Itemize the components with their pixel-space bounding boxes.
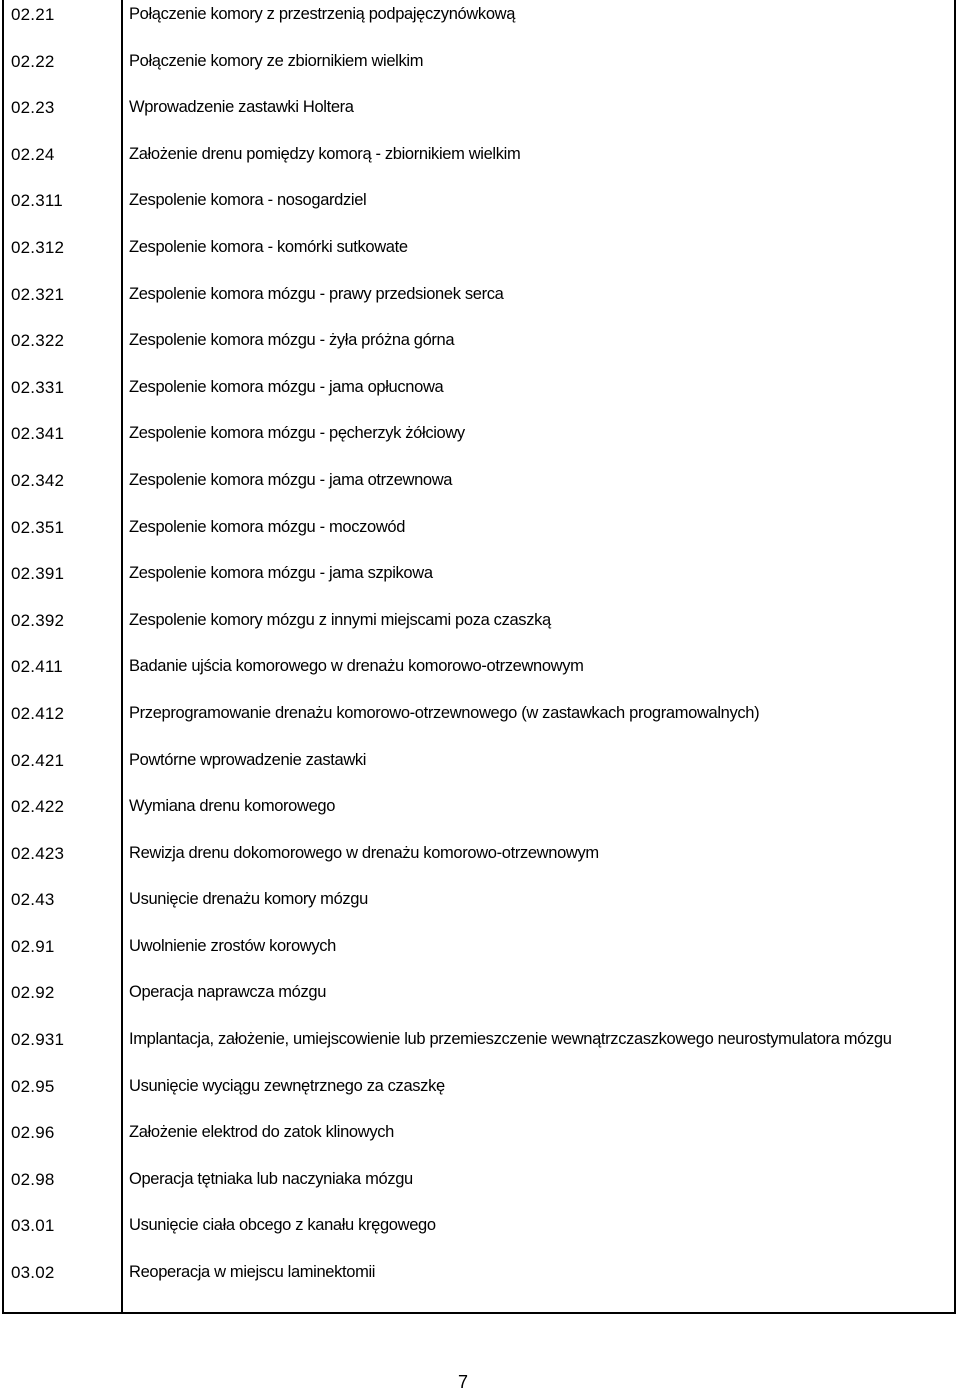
procedure-code: 02.423	[11, 843, 65, 863]
procedure-code-table	[2, 0, 956, 1314]
procedure-code: 02.422	[11, 797, 65, 817]
table-row	[4, 373, 954, 420]
procedure-code: 02.21	[11, 5, 55, 24]
procedure-description: Usunięcie ciała obcego z kanału kręgowego	[129, 1216, 436, 1235]
table-bottom	[4, 1305, 954, 1312]
table-row	[4, 1072, 954, 1119]
table-row	[4, 699, 954, 746]
procedure-description: Zespolenie komory mózgu z innymi miejscami poza czaszką	[129, 610, 551, 629]
table-row	[4, 47, 954, 94]
procedure-code: 02.322	[11, 331, 65, 351]
procedure-code: 02.312	[11, 237, 65, 257]
table-row	[4, 978, 954, 1025]
table-row	[4, 326, 954, 373]
table-rows	[4, 0, 954, 1305]
procedure-description: Rewizja drenu dokomorowego w drenażu komorowo-otrzewnowym	[129, 843, 599, 862]
table-row	[4, 93, 954, 140]
procedure-code: 02.24	[11, 144, 55, 164]
procedure-description: Założenie elektrod do zatok klinowych	[129, 1123, 394, 1142]
procedure-description: Implantacja, założenie, umiejscowienie lub przemieszczenie wewnątrzczaszkowego neurostymulatora mózgu	[129, 1030, 892, 1049]
page-number: 7	[458, 1372, 469, 1392]
procedure-code: 02.321	[11, 284, 65, 304]
procedure-description: Wprowadzenie zastawki Holtera	[129, 98, 354, 117]
procedure-code: 02.411	[11, 657, 63, 677]
procedure-code: 03.01	[11, 1216, 55, 1236]
procedure-description: Zespolenie komora mózgu - pęcherzyk żółciowy	[129, 424, 465, 443]
procedure-code: 02.23	[11, 98, 55, 118]
procedure-code: 02.391	[11, 564, 65, 584]
table-row	[4, 1165, 954, 1212]
procedure-description: Przeprogramowanie drenażu komorowo-otrzewnowego (w zastawkach programowalnych)	[129, 703, 760, 722]
procedure-description: Wymiana drenu komorowego	[129, 797, 336, 816]
procedure-code: 02.392	[11, 610, 65, 630]
table-row	[4, 839, 954, 886]
table-row	[4, 1025, 954, 1072]
procedure-code: 02.421	[11, 750, 65, 770]
procedure-code: 02.412	[11, 703, 65, 723]
table-row	[4, 1258, 954, 1305]
procedure-description: Założenie drenu pomiędzy komorą - zbiornikiem wielkim	[129, 144, 521, 163]
procedure-description: Połączenie komory z przestrzenią podpajęczynówkową	[129, 5, 516, 23]
procedure-code: 02.331	[11, 377, 65, 397]
table-row	[4, 792, 954, 839]
table-row	[4, 932, 954, 979]
procedure-description: Operacja naprawcza mózgu	[129, 983, 327, 1002]
procedure-description: Usunięcie wyciągu zewnętrznego za czaszkę	[129, 1076, 445, 1095]
procedure-description: Uwolnienie zrostów korowych	[129, 936, 336, 955]
table-row	[4, 559, 954, 606]
table-row	[4, 1211, 954, 1258]
procedure-code: 02.43	[11, 890, 55, 910]
procedure-code: 02.92	[11, 983, 55, 1003]
procedure-description: Zespolenie komora mózgu - żyła próżna górna	[129, 331, 455, 350]
procedure-description: Połączenie komory ze zbiornikiem wielkim	[129, 51, 424, 70]
table-row	[4, 280, 954, 327]
procedure-description: Zespolenie komora mózgu - jama otrzewnowa	[129, 470, 453, 489]
table-row	[4, 1118, 954, 1165]
procedure-code: 02.91	[11, 936, 55, 956]
table-row	[4, 140, 954, 187]
procedure-code: 02.96	[11, 1123, 55, 1143]
procedure-code: 02.22	[11, 51, 55, 71]
table-row	[4, 885, 954, 932]
table-row	[4, 513, 954, 560]
procedure-description: Powtórne wprowadzenie zastawki	[129, 750, 367, 769]
procedure-description: Zespolenie komora mózgu - moczowód	[129, 517, 406, 536]
table-row	[4, 186, 954, 233]
table-row	[4, 233, 954, 280]
procedure-description: Reoperacja w miejscu laminektomii	[129, 1263, 376, 1282]
procedure-code: 02.98	[11, 1169, 55, 1189]
procedure-description: Usunięcie drenażu komory mózgu	[129, 890, 368, 909]
table-row	[4, 746, 954, 793]
procedure-code: 03.02	[11, 1263, 55, 1283]
procedure-description: Badanie ujścia komorowego w drenażu komorowo-otrzewnowym	[129, 657, 584, 676]
procedure-description: Zespolenie komora mózgu - jama szpikowa	[129, 564, 433, 583]
procedure-description: Operacja tętniaka lub naczyniaka mózgu	[129, 1169, 413, 1188]
procedure-description: Zespolenie komora mózgu - prawy przedsionek serca	[129, 284, 504, 303]
table-row	[4, 606, 954, 653]
table-row	[4, 466, 954, 513]
procedure-code: 02.342	[11, 470, 65, 490]
procedure-code: 02.341	[11, 424, 65, 444]
procedure-description: Zespolenie komora mózgu - jama opłucnowa	[129, 377, 444, 396]
table-row	[4, 652, 954, 699]
procedure-code: 02.351	[11, 517, 65, 537]
table-row	[4, 0, 954, 47]
procedure-description: Zespolenie komora - nosogardziel	[129, 191, 367, 210]
procedure-code: 02.311	[11, 191, 63, 211]
procedure-code: 02.95	[11, 1076, 55, 1096]
procedure-description: Zespolenie komora - komórki sutkowate	[129, 237, 408, 256]
table-row	[4, 419, 954, 466]
procedure-code: 02.931	[11, 1030, 65, 1050]
